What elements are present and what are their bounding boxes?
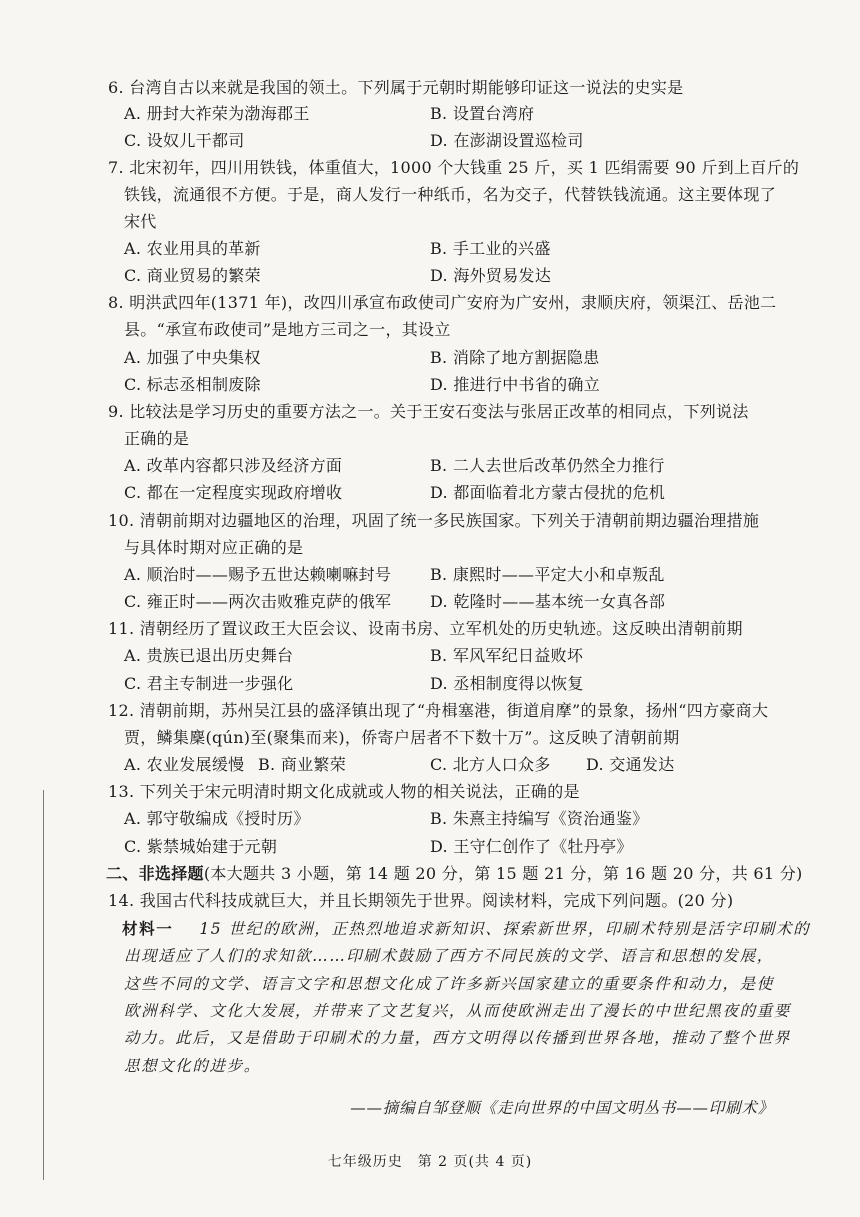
q12-option-a: A. 农业发展缓慢 [124, 755, 245, 774]
q14-material-text-1: 15 世纪的欧洲，正热烈地追求新知识、探索新世界，印刷术特别是活字印刷术的 [199, 920, 811, 938]
q9-stem-line-2: 正确的是 [124, 429, 190, 448]
q10-stem-line-1: 10. 清朝前期对边疆地区的治理，巩固了统一多民族国家。下列关于清朝前期边疆治理措施 [108, 511, 760, 530]
q14-material-line-2: 出现适应了人们的求知欲……印刷术鼓励了西方不同民族的文学、语言和思想的发展， [124, 947, 774, 965]
q9-option-a: A. 改革内容都只涉及经济方面 [124, 456, 343, 475]
q12-stem-line-2: 贾，鳞集麇(qún)至(聚集而来)，侨寄户居者不下数十万”。这反映了清朝前期 [124, 728, 680, 747]
q12-option-c: C. 北方人口众多 [430, 755, 551, 774]
q8-stem-line-2: 县。“承宣布政使司”是地方三司之一，其设立 [124, 320, 451, 339]
q11-stem: 11. 清朝经历了置议政王大臣会议、设南书房、立军机处的历史轨迹。这反映出清朝前期 [108, 619, 743, 638]
q12-option-d: D. 交通发达 [586, 755, 675, 774]
q9-option-d: D. 都面临着北方蒙古侵扰的危机 [430, 483, 666, 502]
q13-option-d: D. 王守仁创作了《牡丹亭》 [430, 837, 633, 856]
q10-option-b: B. 康熙时——平定大小和卓叛乱 [430, 565, 665, 584]
q7-option-a: A. 农业用具的革新 [124, 239, 261, 258]
q7-option-d: D. 海外贸易发达 [430, 266, 552, 285]
q10-option-a: A. 顺治时——赐予五世达赖喇嘛封号 [124, 565, 392, 584]
section-2-header [106, 863, 803, 885]
q12-stem-line-1: 12. 清朝前期，苏州吴江县的盛泽镇出现了“舟楫塞港，街道肩摩”的景象，扬州“四方豪商大 [108, 701, 769, 720]
section-2-note: (本大题共 3 小题，第 14 题 20 分，第 15 题 21 分，第 16 题 20 分，共 61 分) [203, 864, 803, 883]
q13-option-a: A. 郭守敬编成《授时历》 [124, 809, 310, 828]
q6-stem: 6. 台湾自古以来就是我国的领土。下列属于元朝时期能够印证这一说法的史实是 [108, 78, 684, 97]
q13-option-c: C. 紫禁城始建于元朝 [124, 837, 278, 856]
q14-material-line-6: 思想文化的进步。 [124, 1057, 261, 1075]
q11-option-c: C. 君主专制进一步强化 [124, 674, 294, 693]
q11-option-d: D. 丞相制度得以恢复 [430, 674, 584, 693]
q13-stem: 13. 下列关于宋元明清时期文化成就或人物的相关说法，正确的是 [108, 782, 580, 801]
q8-option-d: D. 推进行中书省的确立 [430, 375, 601, 394]
page-footer: 七年级历史 第 2 页(共 4 页) [327, 1154, 533, 1170]
binding-margin-line [43, 790, 44, 1180]
q10-option-d: D. 乾隆时——基本统一女真各部 [430, 592, 666, 611]
q14-material-line-1 [122, 918, 810, 940]
q9-option-c: C. 都在一定程度实现政府增收 [124, 483, 343, 502]
material-source: ——摘编自邹登顺《走向世界的中国文明丛书——印刷术》 [350, 1099, 774, 1117]
q7-stem-line-2: 铁钱，流通很不方便。于是，商人发行一种纸币，名为交子，代替铁钱流通。这主要体现了 [124, 185, 777, 204]
section-2-title: 二、非选择题 [106, 864, 204, 883]
q9-stem-line-1: 9. 比较法是学习历史的重要方法之一。关于王安石变法与张居正改革的相同点，下列说法 [108, 402, 749, 421]
q6-option-c: C. 设奴儿干都司 [124, 131, 245, 150]
q6-option-d: D. 在澎湖设置巡检司 [430, 131, 584, 150]
q12-option-b: B. 商业繁荣 [258, 755, 347, 774]
q10-stem-line-2: 与具体时期对应正确的是 [124, 538, 304, 557]
q7-stem-line-1: 7. 北宋初年，四川用铁钱，体重值大，1000 个大钱重 25 斤，买 1 匹绢需要 90 斤到上百斤的 [108, 158, 800, 177]
q6-option-b: B. 设置台湾府 [430, 104, 535, 123]
q14-stem: 14. 我国古代科技成就巨大，并且长期领先于世界。阅读材料，完成下列问题。(20 分) [108, 891, 734, 910]
q14-material-line-4: 欧洲科学、文化大发展，并带来了文艺复兴，从而使欧洲走出了漫长的中世纪黑夜的重要 [124, 1002, 791, 1020]
q8-option-b: B. 消除了地方割据隐患 [430, 348, 600, 367]
q8-option-a: A. 加强了中央集权 [124, 348, 261, 367]
q11-option-a: A. 贵族已退出历史舞台 [124, 646, 294, 665]
q11-option-b: B. 军风军纪日益败坏 [430, 646, 584, 665]
q13-option-b: B. 朱熹主持编写《资治通鉴》 [430, 809, 649, 828]
q9-option-b: B. 二人去世后改革仍然全力推行 [430, 456, 665, 475]
q14-material-line-3: 这些不同的文学、语言文字和思想文化成了许多新兴国家建立的重要条件和动力，是使 [124, 975, 774, 993]
material-label: 材料一 [122, 919, 174, 938]
q7-option-b: B. 手工业的兴盛 [430, 239, 551, 258]
q7-stem-line-3: 宋代 [124, 212, 157, 231]
q7-option-c: C. 商业贸易的繁荣 [124, 266, 261, 285]
q14-material-line-5: 动力。此后，又是借助于印刷术的力量，西方文明得以传播到世界各地，推动了整个世界 [124, 1029, 791, 1047]
q10-option-c: C. 雍正时——两次击败雅克萨的俄军 [124, 592, 392, 611]
q8-stem-line-1: 8. 明洪武四年(1371 年)，改四川承宣布政使司广安府为广安州，隶顺庆府，领渠江、岳池二 [108, 293, 777, 312]
q6-option-a: A. 册封大祚荣为渤海郡王 [124, 104, 310, 123]
q8-option-c: C. 标志丞相制废除 [124, 375, 261, 394]
